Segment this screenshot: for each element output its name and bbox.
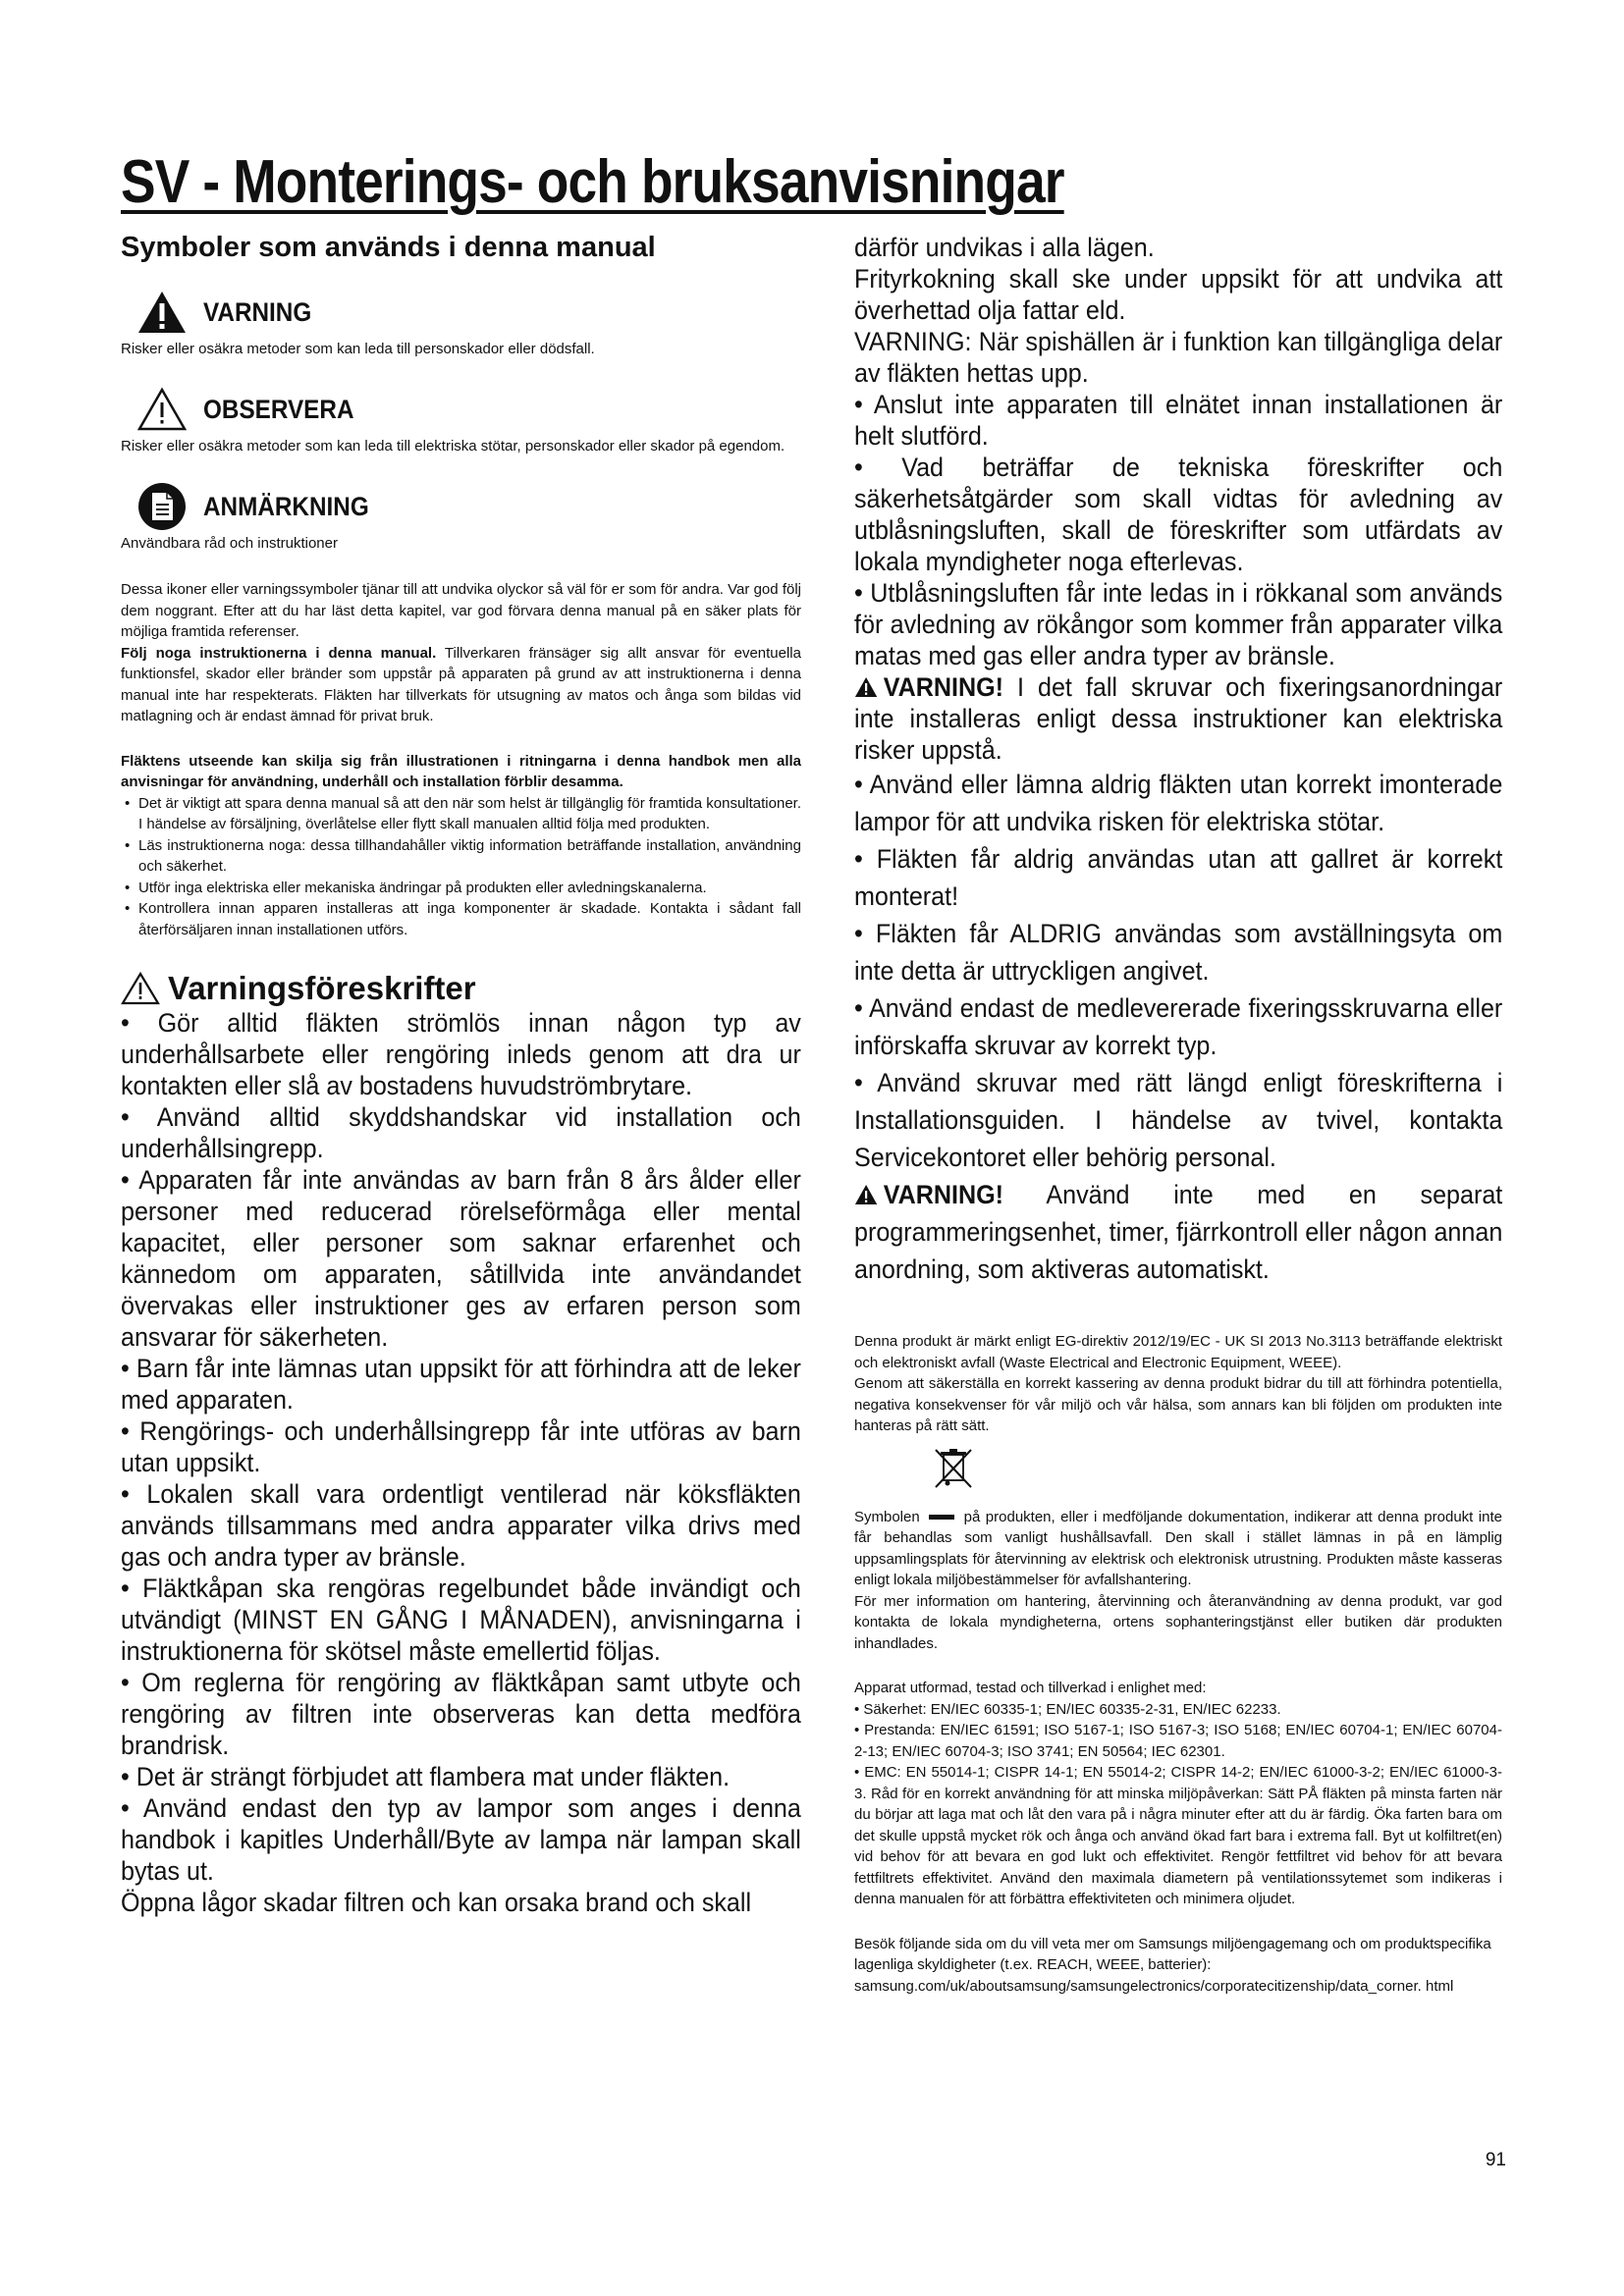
warning-filled-icon [854,676,878,698]
crossed-bin-icon [933,1447,1502,1495]
samsung-paragraph: Besök följande sida om du vill veta mer om Samsungs miljöengagemang och om produktspecifika lagenliga skyldigheter (t.ex. REACH, WEEE, batterier): samsung.com/uk/aboutsamsung/samsungelectronics/corporatecitizenship/data_corner. html [854,1935,1491,1995]
compliance-item: • Säkerhet: EN/IEC 60335-1; EN/IEC 60335-2-31, EN/IEC 62233. [854,1700,1281,1718]
warning-paragraph: därför undvikas i alla lägen. [854,233,1155,262]
warning-paragraph: • Barn får inte lämnas utan uppsikt för att förhindra att de leker med apparaten. [121,1354,801,1415]
page-title: SV - Monterings- och bruksanvisningar [121,148,1064,216]
warning-paragraph: • Vad beträffar de tekniska föreskrifter och säkerhetsåtgärder som skall vidtas för avledning av utblåsningsluften, skall de föreskrifter som utfärdats av lokala myndigheter noga efterlevas. [854,453,1503,576]
warning-paragraph: Frityrkokning skall ske under uppsikt för att undvika att överhettad olja fattar eld. [854,264,1503,325]
warning-paragraph: • Fläktkåpan ska rengöras regelbundet både invändigt och utvändigt (MINST EN GÅNG I MÅNADEN), anvisningarna i instruktionerna för skötsel måste emellertid följas. [121,1574,801,1666]
note-label: ANMÄRKNING [203,491,369,521]
warning-outline-icon [121,972,160,1005]
bin-bar-icon [929,1515,954,1520]
warning-paragraph: • Fläkten får ALDRIG användas som avställningsyta om inte detta är uttryckligen angivet. [854,919,1503,986]
intro-paragraph: Dessa ikoner eller varningssymboler tjänar till att undvika olyckor så väl för er som för andra. Var god följ dem noggrant. Efter att du har läst detta kapitel, var god förvara denna manual på en säker plats för möjliga framtida referenser. [121,581,801,640]
compliance-item: • Prestanda: EN/IEC 61591; ISO 5167-1; ISO 5167-3; ISO 5168; EN/IEC 60704-1; EN/IEC 60704-2-13; EN/IEC 60704-3; ISO 3741; EN 50564; IEC 62301. [854,1722,1502,1760]
list-item: • Utför inga elektriska eller mekaniska ändringar på produkten eller avledningskanalerna. [121,878,801,899]
intro-bullet-list [121,793,801,941]
warning-paragraph: • Anslut inte apparaten till elnätet innan installationen är helt slutförd. [854,390,1503,451]
note-symbol-row [121,484,801,529]
varning-paragraph-1 [854,671,1502,766]
weee-symbol-paragraph [854,1507,1502,1591]
left-column [121,232,801,1918]
weee-paragraph: För mer information om hantering, återvinning och återanvändning av denna produkt, var god kontakta de lokala myndigheterna, ortens sophanteringstjänst eller butiken där produkten inhandlades. [854,1592,1502,1652]
varning-text-2: Använd inte med en separat programmeringsenhet, timer, fjärrkontroll eller någon annan anordning, som aktiveras automatiskt. [854,1180,1503,1284]
intro-paragraph-2 [121,643,801,727]
weee-paragraph: Genom att säkerställa en korrekt kassering av denna produkt bidrar du till att förhindra potentiella, negativa konsekvenser för vår miljö och vår hälsa, som annars kan bli följden om produkten inte hanteras på rätt sätt. [854,1375,1502,1434]
caution-symbol-row [121,387,801,432]
note-desc: Användbara råd och instruktioner [121,535,338,552]
compliance-item: • EMC: EN 55014-1; CISPR 14-1; EN 55014-2; CISPR 14-2; EN/IEC 61000-3-2; EN/IEC 61000-3-3. Råd för en korrekt användning för att minska miljöpåverkan: Sätt PÅ fläkten på minsta farten när du börjar att laga mat och låt den vara på i några minuter efter att du är färdig. Öka farten bara om det skulle uppstå mycket rök och ånga och använd ökad fart bara i extrema fall. Byt ut kolfiltret(en) vid behov för att bevara en god lukt och effektivitet. Rengör fettfiltret vid behov för att bevara fettfiltrets effektivitet. Använd den maximala diametern på ventilationssytemet som indikeras i denna manualen för att förbättra effektiviteten och minimera oljudet. [854,1764,1502,1907]
note-icon [135,484,189,529]
varning-text-1: I det fall skruvar och fixeringsanordningar inte installeras enligt dessa instruktioner kan elektriska risker uppstå. [854,672,1503,765]
symbols-heading: Symboler som används i denna manual [121,232,656,263]
warnings-left-text [121,1007,801,1918]
right-column [854,232,1502,1997]
warning-paragraph: • Om reglerna för rengöring av fläktkåpan samt utbyte och rengöring av filtren inte observeras kan detta medföra brandrisk. [121,1668,801,1760]
varning-label-2: VARNING! [883,1180,1004,1209]
appearance-note: Fläktens utseende kan skilja sig från illustrationen i ritningarna i denna handbok men alla anvisningar för användning, underhåll och installation förblir desamma. [121,752,801,790]
list-item: • Läs instruktionerna noga: dessa tillhandahåller viktig information beträffande installation, användning och säkerhet. [121,835,801,878]
warnings-right-text [854,232,1502,1288]
warning-paragraph: • Lokalen skall vara ordentligt ventilerad när köksfläkten används tillsammans med andra apparater vilka drivs med gas och andra typer av bränsle. [121,1479,801,1572]
weee-symbol-text: på produkten, eller i medföljande dokumentation, indikerar att denna produkt inte får behandlas som vanligt hushållsavfall. Den skall i stället lämnas in på en lämplig uppsamlingsplats för återvinning av elektrisk och elektronisk utrustning. Produkten måste kasseras enligt lokala miljöbestämmelser för avfallshantering. [854,1508,1502,1588]
intro-bold: Följ noga instruktionerna i denna manual. [121,644,437,662]
weee-paragraph: Denna produkt är märkt enligt EG-direktiv 2012/19/EC - UK SI 2013 No.3113 beträffande elektriskt och elektroniskt avfall (Waste Electrical and Electronic Equipment, WEEE). [854,1333,1502,1371]
warning-filled-icon [135,290,189,335]
list-item: • Kontrollera innan apparen installeras att inga komponenter är skadade. Kontakta i sådant fall återförsäljaren innan installationen utförs. [121,898,801,940]
warning-symbol-row [121,290,801,335]
warning-outline-icon [135,387,189,432]
intro-rest: Tillverkaren fränsäger sig allt ansvar för eventuella funktionsfel, skador eller bränder som uppstår på apparaten på grund av att instruktionerna i denna manual inte har respekterats. Fläkten har tillverkats för utsugning av matos och ånga som bildas vid matlagning och är endast ämnad för privat bruk. [121,644,801,724]
warning-paragraph: • Det är strängt förbjudet att flambera mat under fläkten. [121,1762,731,1791]
warning-paragraph: • Använd skruvar med rätt längd enligt föreskrifterna i Installationsguiden. I händelse av tvivel, kontakta Servicekontoret eller behörig personal. [854,1068,1503,1172]
warning-paragraph: • Använd eller lämna aldrig fläkten utan korrekt imonterade lampor för att undvika risken för elektriska stötar. [854,770,1503,836]
warning-paragraph: • Rengörings- och underhållsingrepp får inte utföras av barn utan uppsikt. [121,1416,801,1477]
caution-desc: Risker eller osäkra metoder som kan leda till elektriska stötar, personskador eller skador på egendom. [121,438,785,454]
compliance-heading: Apparat utformad, testad och tillverkad i enlighet med: [854,1680,1207,1696]
warning-paragraph: • Fläkten får aldrig användas utan att gallret är korrekt monterat! [854,844,1503,911]
varning-label-1: VARNING! [883,672,1004,702]
page-number: 91 [1485,2150,1506,2170]
warning-paragraph: • Använd endast den typ av lampor som anges i denna handbok i kapitles Underhåll/Byte av lampa när lampan skall bytas ut. [121,1793,801,1886]
warning-paragraph: • Använd alltid skyddshandskar vid installation och underhållsingrepp. [121,1102,801,1163]
warning-paragraph: • Utblåsningsluften får inte ledas in i rökkanal som används för avledning av rökångor som kommer från apparater vilka matas med gas eller andra typer av bränsle. [854,578,1503,670]
warning-paragraph: • Apparaten får inte användas av barn från 8 års ålder eller personer med reducerad rörelseförmåga eller mental kapacitet, eller personer som saknar erfarenhet och kännedom om apparaten, såtillvida inte användandet övervakas eller instruktioner ges av erfaren person som ansvarar för säkerheten. [121,1165,801,1352]
weee-symbol-prefix: Symbolen [854,1508,920,1525]
warning-filled-icon [854,1184,878,1205]
caution-label: OBSERVERA [203,394,354,424]
warnings-heading [121,970,801,1007]
warning-paragraph: • Gör alltid fläkten strömlös innan någon typ av underhållsarbete eller rengöring inleds genom att dra ur kontakten eller slå av bostadens huvudströmbrytare. [121,1008,801,1100]
list-item: • Det är viktigt att spara denna manual så att den när som helst är tillgänglig för framtida konsultationer. I händelse av försäljning, överlåtelse eller flytt skall manualen alltid följa med produkten. [121,793,801,835]
warning-paragraph: Öppna lågor skadar filtren och kan orsaka brand och skall [121,1888,752,1917]
warning-paragraph: VARNING: När spishällen är i funktion kan tillgängliga delar av fläkten hettas upp. [854,327,1503,388]
warning-paragraph: • Använd endast de medlevererade fixeringsskruvarna eller införskaffa skruvar av korrekt typ. [854,993,1503,1060]
warnings-heading-text: Varningsföreskrifter [168,970,476,1006]
warning-desc: Risker eller osäkra metoder som kan leda till personskador eller dödsfall. [121,341,595,357]
warning-label: VARNING [203,296,312,327]
varning-paragraph-2 [854,1176,1502,1288]
